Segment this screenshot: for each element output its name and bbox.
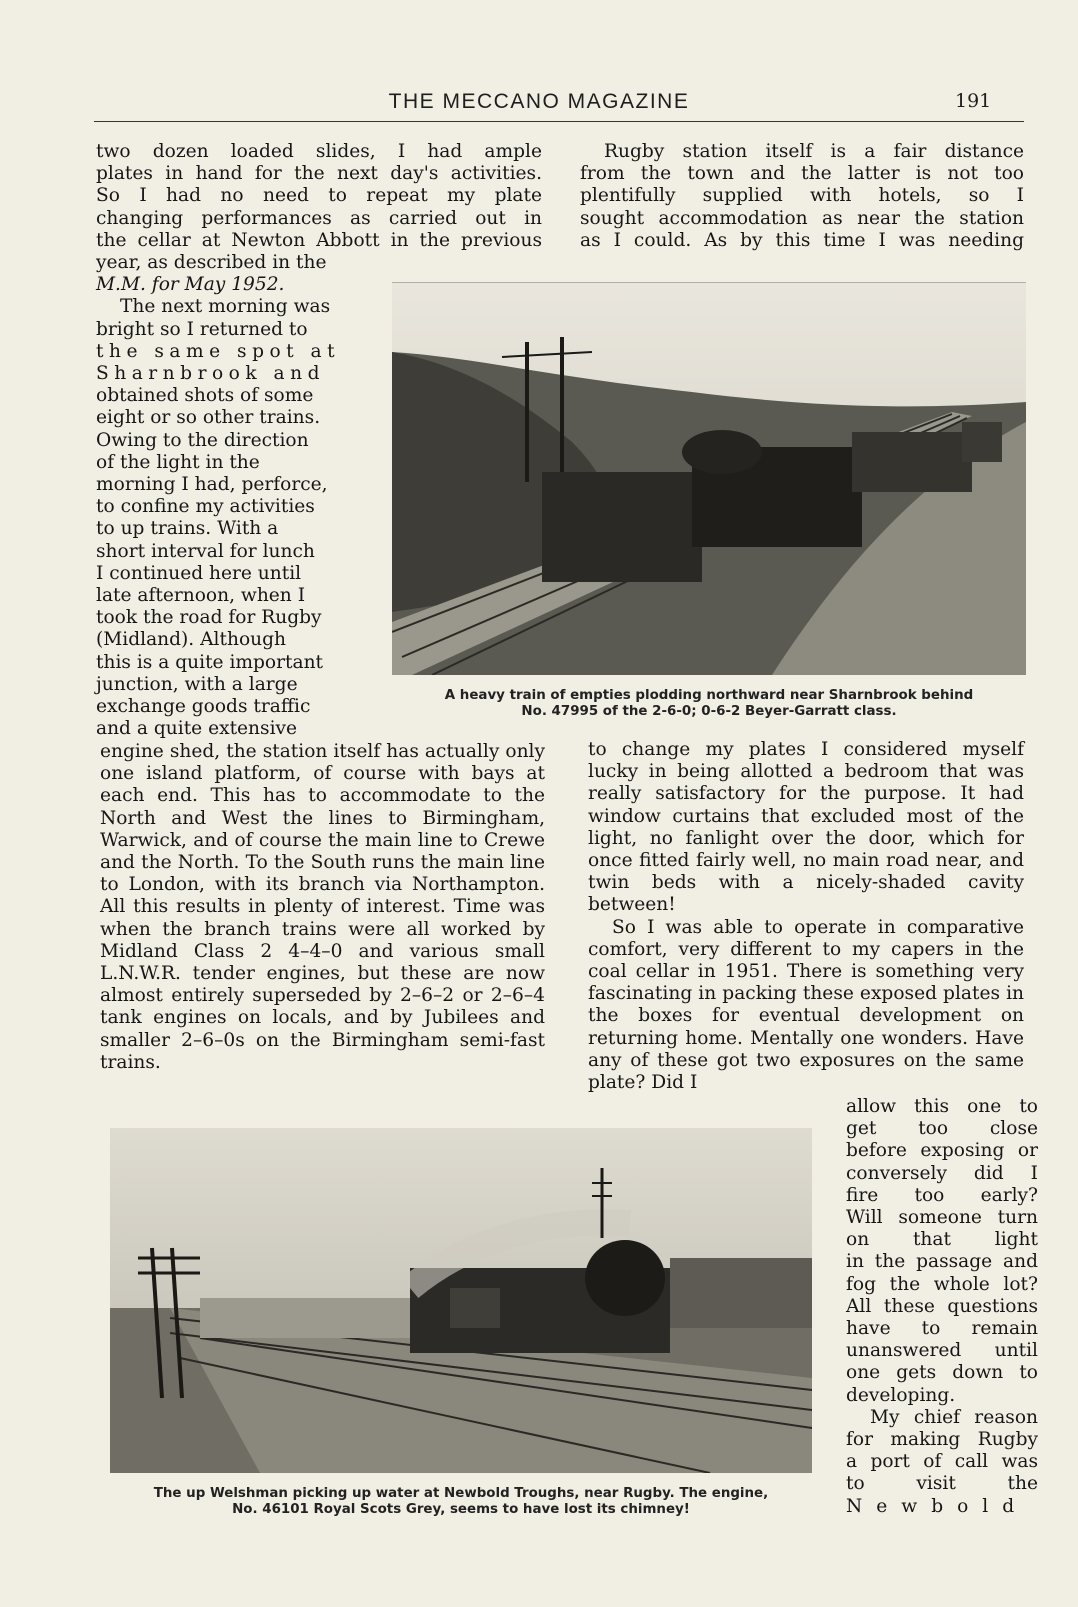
- text-line: allow this one to: [846, 1096, 1038, 1117]
- text-line: to visit the: [846, 1473, 1038, 1495]
- text-line: before exposing or: [846, 1140, 1038, 1162]
- text-line: The next morning was: [120, 296, 331, 318]
- text-line: plentifully supplied with hotels, so I: [580, 185, 1024, 207]
- text-line: to up trains. With a: [96, 518, 279, 540]
- text-line-italic: M.M. for May 1952.: [96, 274, 285, 296]
- text-line: conversely did I: [846, 1162, 1038, 1184]
- text-line: My chief reason: [870, 1406, 1038, 1428]
- right-column-top: [580, 141, 1024, 252]
- text-line: two dozen loaded slides, I had ample: [96, 141, 542, 162]
- text-line: bright so I returned to: [96, 318, 308, 340]
- caption-line: No. 47995 of the 2-6-0; 0-6-2 Beyer-Garratt class.: [521, 704, 897, 719]
- text-line: as I could. As by this time I was needing: [580, 229, 1024, 251]
- text-line: So I had no need to repeat my plate: [96, 185, 542, 207]
- text-line: developing.: [846, 1384, 956, 1406]
- caption-figure-2: [100, 1486, 822, 1518]
- text-line: changing performances as carried out in: [96, 207, 542, 229]
- text-line: morning I had, perforce,: [96, 474, 328, 496]
- text-line: Sharnbrook and: [96, 363, 325, 385]
- text-line: year, as described in the: [96, 252, 327, 273]
- text-line: All these questions: [846, 1295, 1038, 1317]
- text-line: of the light in the: [96, 451, 260, 473]
- text-line: fire too early?: [846, 1184, 1038, 1206]
- text-line: Will someone turn: [846, 1207, 1038, 1229]
- text-line: to confine my activities: [96, 496, 315, 518]
- caption-line: The up Welshman picking up water at Newbold Troughs, near Rugby. The engine,: [153, 1486, 769, 1501]
- text-line: get too close: [846, 1118, 1038, 1140]
- text-line: plates in hand for the next day's activities.: [96, 163, 542, 185]
- photo-illustration: [392, 282, 1026, 675]
- text-line: the same spot at: [96, 340, 341, 362]
- text-line: Rugby station itself is a fair distance: [604, 141, 1024, 162]
- right-column-narrow: [846, 1096, 1038, 1518]
- text-line: [96, 274, 354, 296]
- text-line: sought accommodation as near the station: [580, 207, 1024, 229]
- text-line: a port of call was: [846, 1451, 1038, 1473]
- caption-figure-1: [392, 688, 1026, 720]
- photo-beyer-garratt-train: [392, 282, 1026, 675]
- text-line: and a quite extensive: [96, 718, 298, 740]
- caption-line: No. 46101 Royal Scots Grey, seems to have lost its chimney!: [232, 1502, 690, 1517]
- magazine-title: THE MECCANO MAGAZINE: [388, 90, 690, 113]
- text-line: obtained shots of some: [96, 385, 314, 407]
- text-line: in the passage and: [846, 1251, 1038, 1273]
- paragraph: So I was able to operate in comparative comfort, very different to my capers in the coal cellar in 1951. There is something very fascinating in packing these exposed plates in the boxes for eventual development on returning home. Mentally one wonders. Have any of these got two exposures on the same plate? Did I: [588, 916, 1024, 1094]
- text-line: eight or so other trains.: [96, 407, 321, 429]
- text-line: I continued here until: [96, 562, 302, 584]
- text-line: the cellar at Newton Abbott in the previous: [96, 229, 542, 251]
- text-line: took the road for Rugby: [96, 607, 322, 629]
- page-number: 191: [955, 90, 992, 112]
- text-line: Newbold: [846, 1495, 1029, 1517]
- text-line: on that light: [846, 1229, 1038, 1251]
- text-line: short interval for lunch: [96, 540, 315, 562]
- caption-line: A heavy train of empties plodding northward near Sharnbrook behind: [444, 688, 974, 703]
- left-column-top: [96, 141, 542, 252]
- paragraph: to change my plates I considered myself lucky in being allotted a bedroom that was really satisfactory for the purpose. It had window curtains that excluded most of the light, no fanlight over the door, which for once fitted fairly well, no main road near, and twin beds with a nicely-shaded cavity between!: [588, 739, 1024, 916]
- paragraph: engine shed, the station itself has actually only one island platform, of course with bays at each end. This has to accommodate to the North and West the lines to Birmingham, Warwick, and of course the main line to Crewe and the North. To the South runs the main line to London, with its branch via Northampton. All this results in plenty of interest. Time was when the branch trains were all worked by Midland Class 2 4–4–0 and various small L.N.W.R. tender engines, but these are now almost entirely superseded by 2–6–2 or 2–6–4 tank engines on locals, and by Jubilees and smaller 2–6–0s on the Birmingham semi-fast trains.: [100, 741, 545, 1073]
- text-line: this is a quite important: [96, 651, 324, 673]
- header-rule: [94, 121, 1024, 122]
- photo-royal-scots-grey: [110, 1128, 812, 1473]
- text-line: late afternoon, when I: [96, 585, 306, 607]
- text-line: for making Rugby: [846, 1429, 1038, 1451]
- left-column-bottom: [100, 741, 545, 1074]
- right-column-middle: [588, 739, 1024, 1094]
- text-line: fog the whole lot?: [846, 1273, 1038, 1295]
- text-line: (Midland). Although: [96, 629, 286, 651]
- text-line: from the town and the latter is not too: [580, 163, 1024, 185]
- text-line: junction, with a large: [96, 673, 298, 695]
- left-column-narrow: [96, 252, 354, 740]
- photo-illustration: [110, 1128, 812, 1473]
- text-line: one gets down to: [846, 1362, 1038, 1384]
- text-line: Owing to the direction: [96, 429, 309, 451]
- text-line: exchange goods traffic: [96, 696, 311, 718]
- text-line: unanswered until: [846, 1340, 1038, 1362]
- text-line: have to remain: [846, 1318, 1038, 1340]
